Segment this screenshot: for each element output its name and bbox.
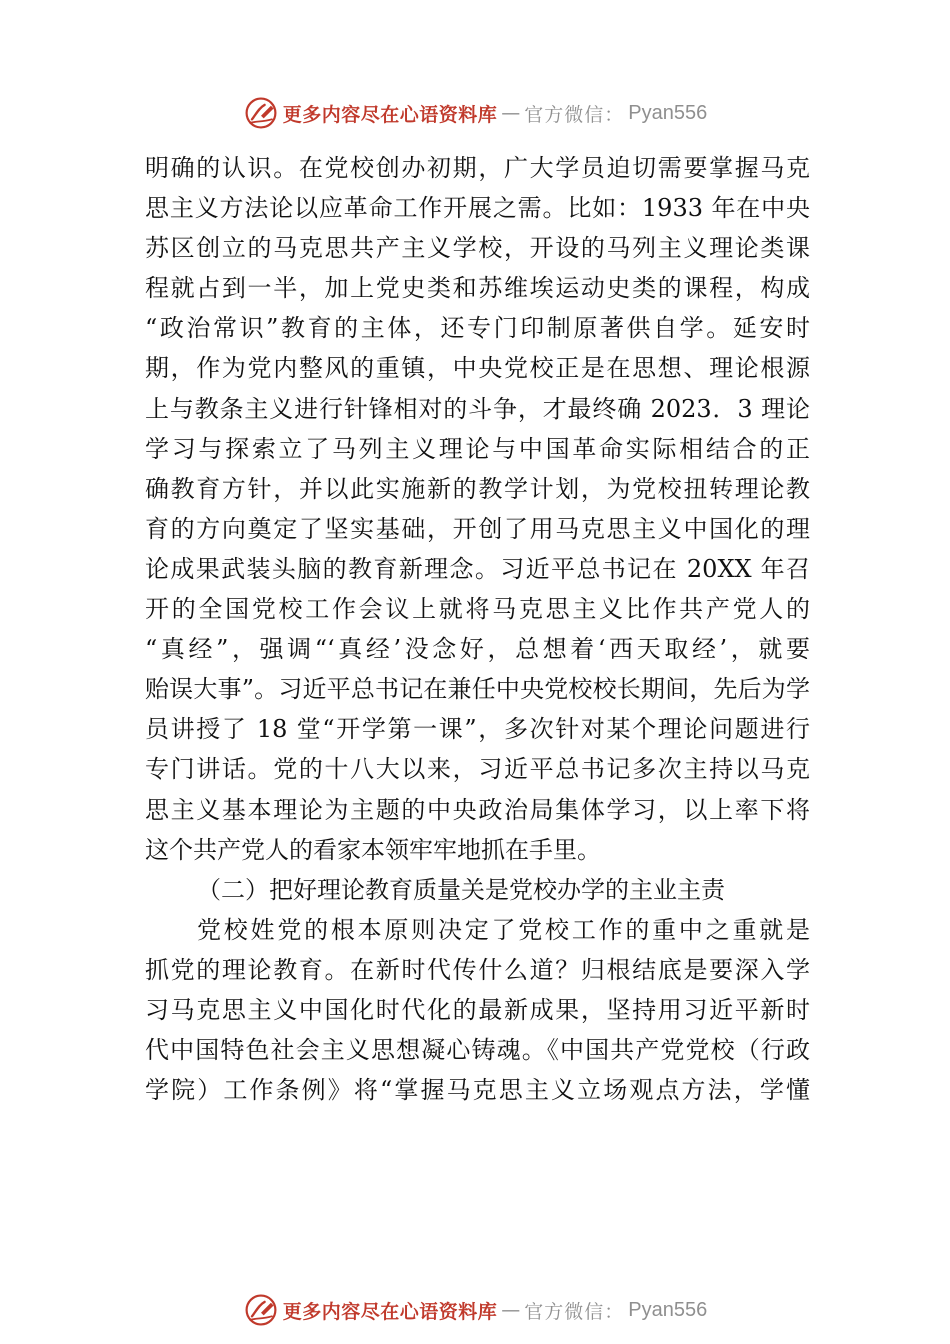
text-line: 育的方向奠定了坚实基础，开创了用马克思主义中国化的理 (145, 514, 810, 543)
text-line: 这个共产党人的看家本领牢牢地抓在手里。 (145, 835, 601, 864)
text-line: 学习与探索立了马列主义理论与中国革命实际相结合的正 (145, 434, 810, 463)
text-line: “政治常识”教育的主体，还专门印制原著供自学。延安时 (145, 314, 810, 343)
watermark-dash: — (501, 1299, 521, 1321)
text-line: 论成果武装头脑的教育新理念。习近平总书记在 20XX 年召 (145, 554, 810, 583)
text-line: 员讲授了 18 堂“开学第一课”，多次针对某个理论问题进行 (145, 715, 810, 744)
footer-watermark (0, 1290, 950, 1330)
text-line: 思主义方法论以应革命工作开展之需。比如：1933 年在中央 (145, 194, 810, 223)
watermark-wechat-id: Pyan556 (628, 101, 708, 124)
text-line: 贻误大事”。习近平总书记在兼任中央党校校长期间，先后为学 (145, 675, 810, 704)
watermark-brand: 更多内容尽在心语资料库 (282, 1300, 498, 1323)
watermark-brand: 更多内容尽在心语资料库 (282, 103, 498, 126)
watermark-dash: — (501, 102, 521, 124)
pen-signature-logo-icon (243, 1292, 279, 1328)
document-body (145, 148, 810, 1110)
section-heading: （二）把好理论教育质量关是党校办学的主业主责 (197, 875, 725, 904)
watermark-wechat-id: Pyan556 (628, 1298, 708, 1321)
header-watermark (0, 93, 950, 133)
text-line: 党校姓党的根本原则决定了党校工作的重中之重就是 (197, 915, 810, 944)
text-line: “真经”，强调“‘真经’没念好，总想着‘西天取经’，就要 (145, 635, 810, 664)
text-line: 上与教条主义进行针锋相对的斗争，才最终确 2023．3 理论 (145, 394, 810, 423)
watermark-label: 官方微信： (524, 103, 625, 126)
text-line: 期，作为党内整风的重镇，中央党校正是在思想、理论根源 (145, 354, 810, 383)
watermark-label: 官方微信： (524, 1300, 625, 1323)
text-line: 学院）工作条例》将“掌握马克思主义立场观点方法，学懂 (145, 1076, 810, 1105)
text-line: 代中国特色社会主义思想凝心铸魂。《中国共产党党校（行政 (145, 1036, 810, 1065)
pen-signature-logo-icon (243, 95, 279, 131)
text-line: 专门讲话。党的十八大以来，习近平总书记多次主持以马克 (145, 755, 810, 784)
text-line: 程就占到一半，加上党史类和苏维埃运动史类的课程，构成 (145, 274, 810, 303)
text-line: 明确的认识。在党校创办初期，广大学员迫切需要掌握马克 (145, 154, 810, 182)
text-line: 习马克思主义中国化时代化的最新成果，坚持用习近平新时 (145, 995, 810, 1024)
text-line: 抓党的理论教育。在新时代传什么道？归根结底是要深入学 (145, 955, 810, 984)
text-line: 苏区创立的马克思共产主义学校，开设的马列主义理论类课 (145, 234, 810, 263)
text-line: 思主义基本理论为主题的中央政治局集体学习，以上率下将 (145, 795, 810, 824)
text-line: 开的全国党校工作会议上就将马克思主义比作共产党人的 (145, 595, 810, 624)
text-line: 确教育方针，并以此实施新的教学计划，为党校扭转理论教 (145, 474, 810, 503)
